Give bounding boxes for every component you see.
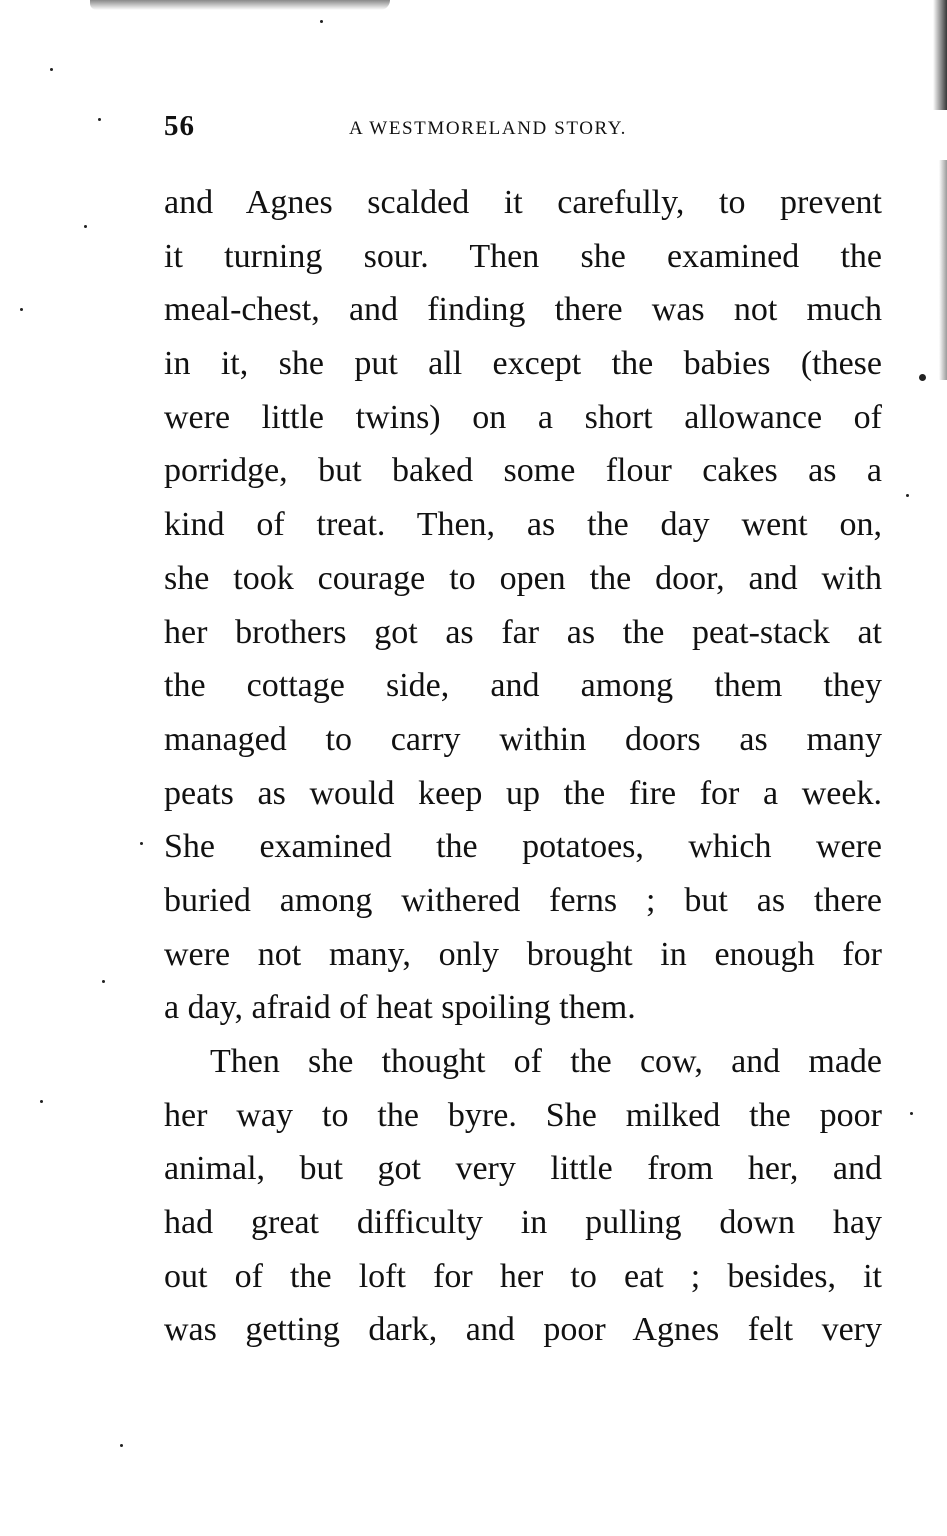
text-line: peats as would keep up the fire for a week. (164, 774, 882, 812)
scan-speck (120, 1444, 123, 1447)
text-line: was getting dark, and poor Agnes felt very (164, 1311, 882, 1349)
text-line: animal, but got very little from her, and (164, 1150, 882, 1188)
paragraph-2 (164, 1035, 882, 1357)
text-line: in it, she put all except the babies (these (164, 345, 882, 383)
text-line: her brothers got as far as the peat-stack at (164, 613, 882, 651)
scan-top-edge-shadow (90, 0, 390, 10)
text-line: her way to the byre. She milked the poor (164, 1096, 882, 1134)
text-line: porridge, but baked some flour cakes as a (164, 452, 882, 490)
text-line: out of the loft for her to eat ; besides, it (164, 1257, 882, 1295)
text-line: were not many, only brought in enough for (164, 935, 882, 973)
text-line: and Agnes scalded it carefully, to prevent (164, 184, 882, 221)
scan-speck (84, 225, 87, 228)
scan-speck (50, 68, 53, 71)
scan-speck (98, 118, 101, 121)
text-line: She examined the potatoes, which were (164, 828, 882, 866)
text-line: were little twins) on a short allowance of (164, 398, 882, 436)
scan-speck (140, 842, 143, 845)
scan-right-edge-shadow-lower (939, 160, 947, 380)
scan-speck (320, 20, 323, 23)
scan-speck (102, 980, 105, 983)
text-line: the cottage side, and among them they (164, 667, 882, 705)
scan-speck (40, 1100, 43, 1103)
text-line: managed to carry within doors as many (164, 720, 882, 758)
text-line: kind of treat. Then, as the day went on, (164, 506, 882, 544)
text-line: buried among withered ferns ; but as there (164, 881, 882, 919)
page-header (164, 110, 884, 146)
text-line: it turning sour. Then she examined the (164, 237, 882, 275)
page-body (164, 176, 882, 1357)
scan-speck (20, 308, 23, 311)
text-line: a day, afraid of heat spoiling them. (164, 989, 636, 1027)
text-line: meal-chest, and finding there was not much (164, 291, 882, 329)
page-number: 56 (164, 110, 195, 142)
paragraph-1 (164, 176, 882, 1035)
scan-speck (906, 494, 909, 497)
text-line: she took courage to open the door, and with (164, 559, 882, 597)
running-head: A WESTMORELAND STORY. (349, 118, 628, 139)
scan-speck (910, 1112, 913, 1115)
scan-right-edge-shadow (933, 0, 947, 110)
scan-speck (919, 374, 926, 381)
text-line: had great difficulty in pulling down hay (164, 1204, 882, 1242)
text-line: Then she thought of the cow, and made (210, 1043, 882, 1080)
